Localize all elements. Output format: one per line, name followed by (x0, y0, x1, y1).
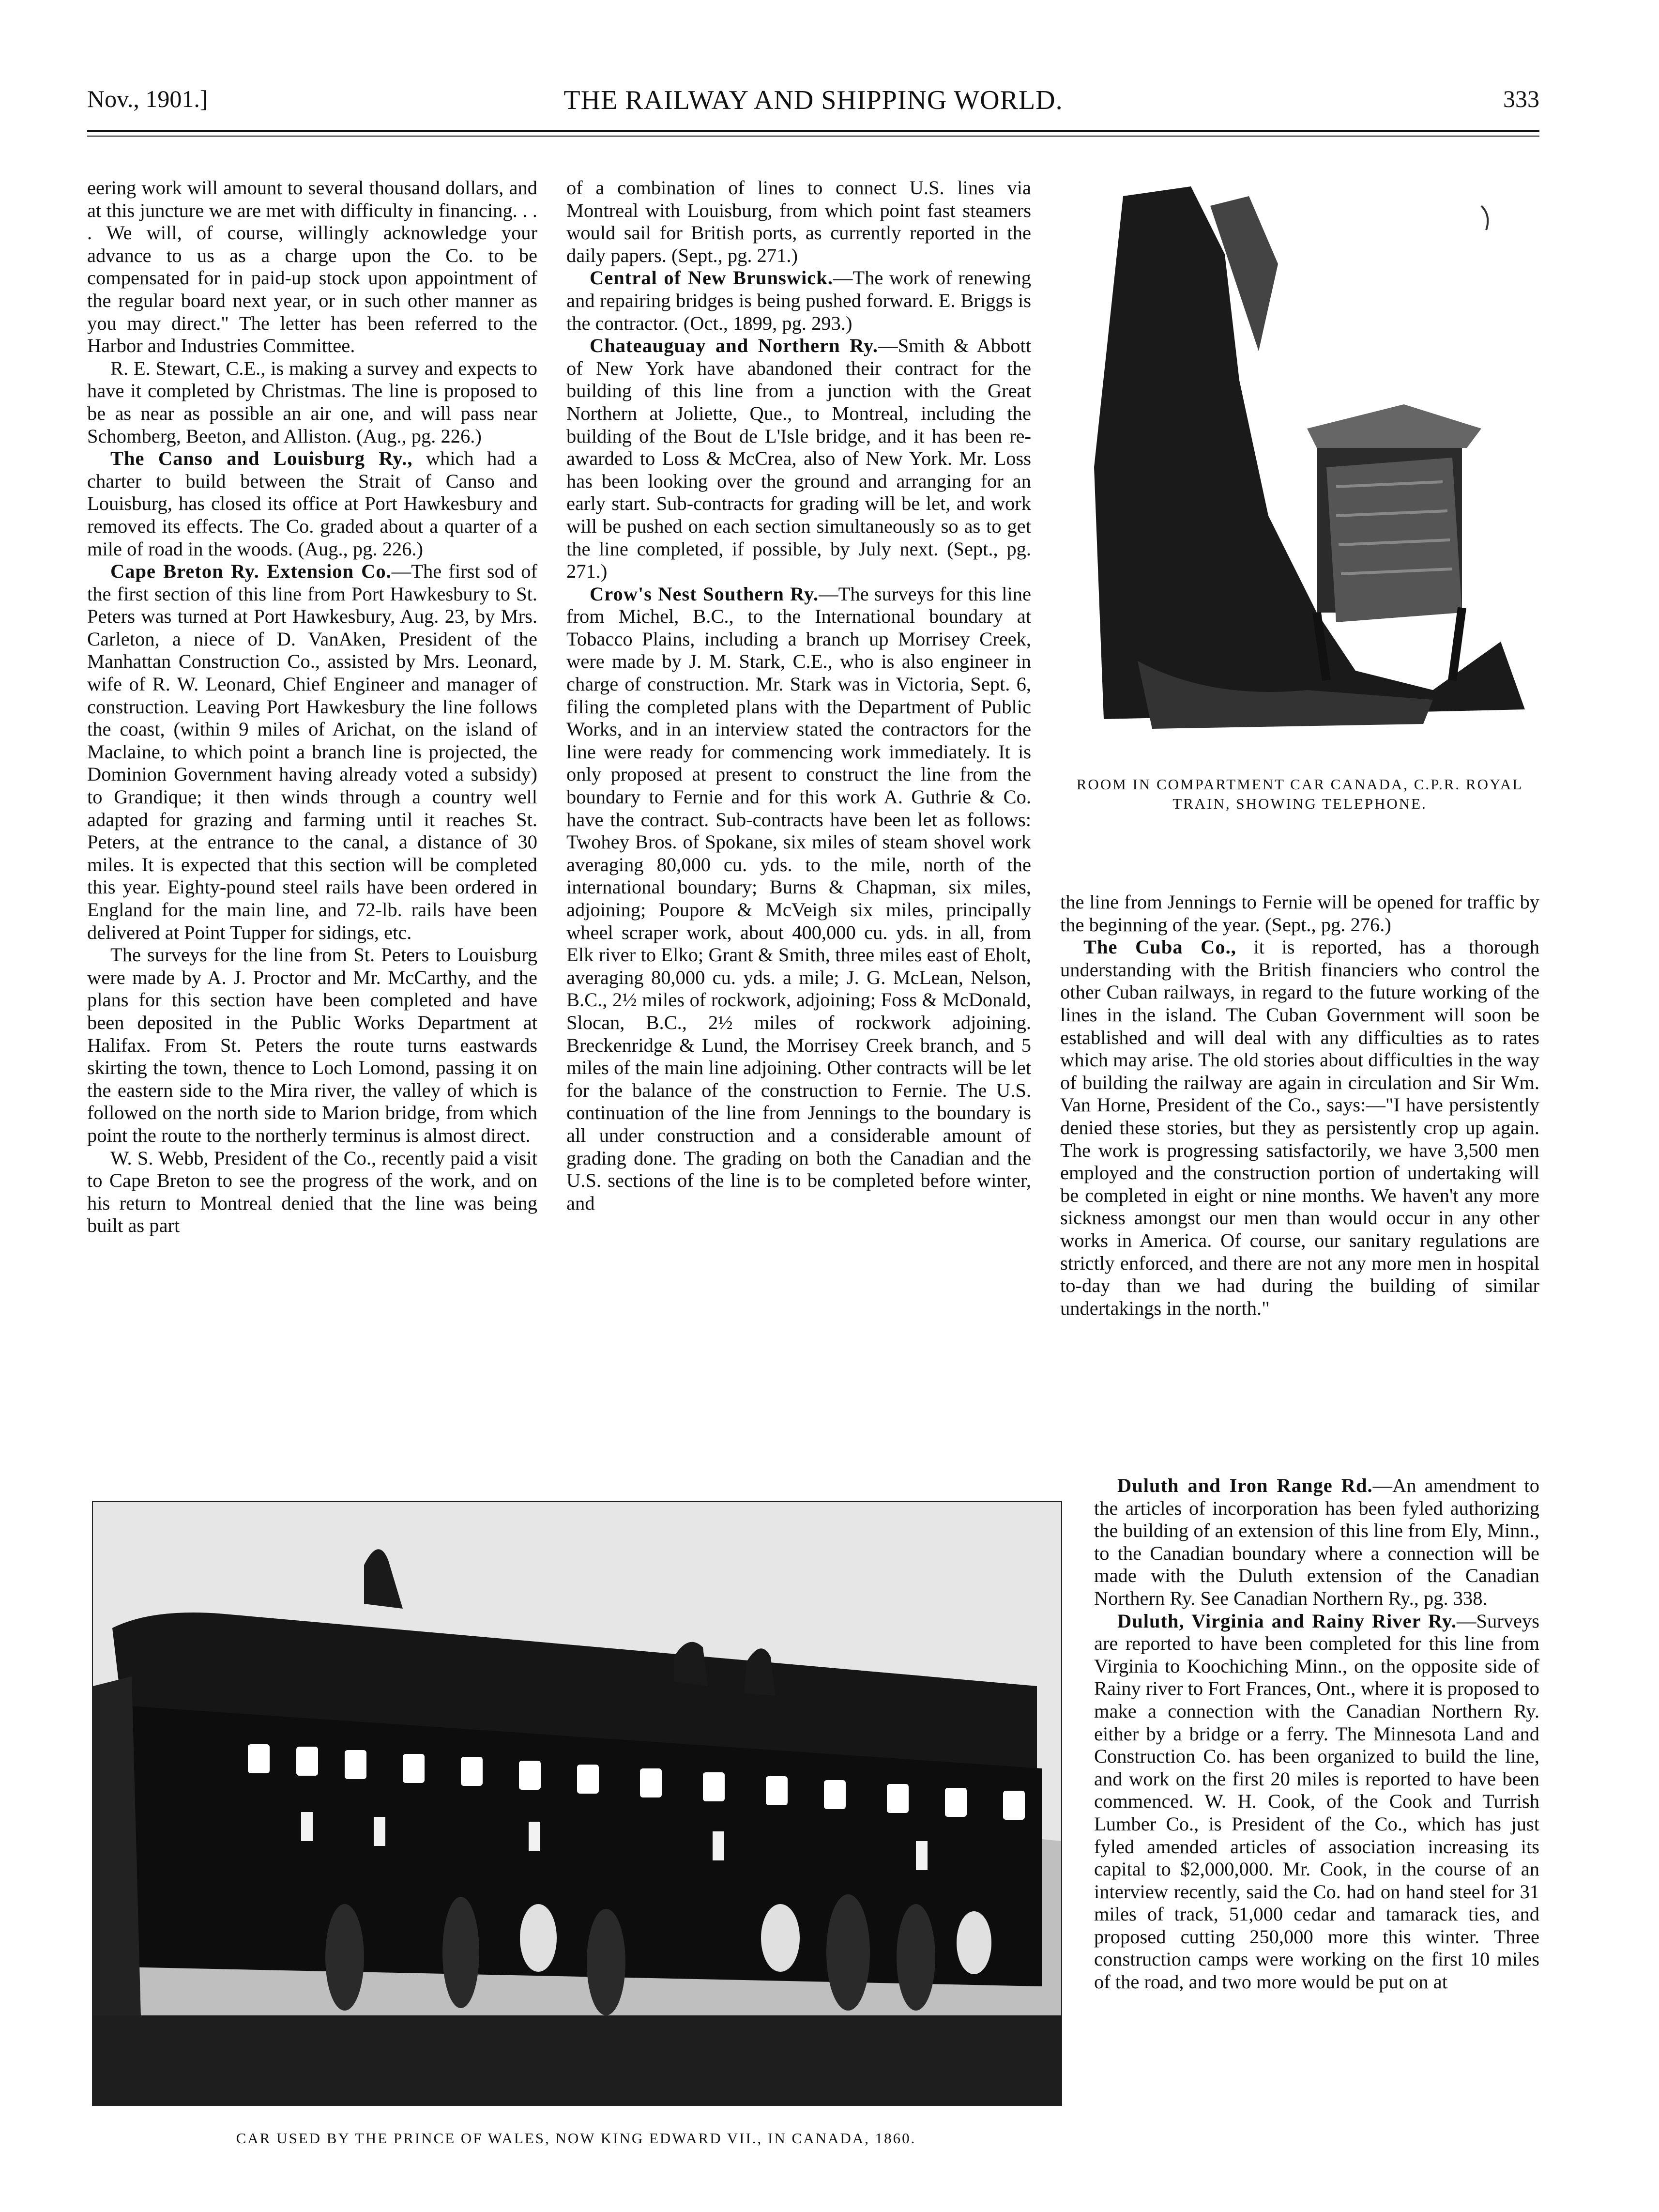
article-paragraph (87, 447, 537, 560)
article-text: R. E. Stewart, C.E., is making a survey and expects to have it completed by Christmas. The line is proposed to be as near as possible an air one, and will pass near Schomberg, Beeton, and Alliston. (Aug., pg. 226.) (87, 357, 537, 447)
article-paragraph (566, 583, 1031, 1215)
article-heading: Duluth, Virginia and Rainy River Ry. (1117, 1610, 1457, 1632)
article-text: —An amendment to the articles of incorporation has been fyled authorizing the building of an extension of this line from Ely, Minn., to the Canadian boundary where a connection will be made with the Duluth extension of the Canadian Northern Ry. See Canadian Northern Ry., pg. 338. (1094, 1475, 1539, 1609)
article-heading: The Canso and Louisburg Ry., (110, 447, 413, 470)
article-paragraph (87, 177, 537, 357)
article-paragraph (1094, 1475, 1539, 1610)
article-text: —The work of renewing and repairing bridges is being pushed forward. E. Briggs is the contractor. (Oct., 1899, pg. 293.) (566, 267, 1031, 334)
article-paragraph (1060, 891, 1539, 936)
article-heading: Duluth and Iron Range Rd. (1117, 1475, 1373, 1496)
caption-top-photo: ROOM IN COMPARTMENT CAR CANADA, C.P.R. ROYAL TRAIN, SHOWING TELEPHONE. (1076, 776, 1523, 812)
article-text: —Surveys are reported to have been completed for this line from Virginia to Koochiching Minn., on the opposite side of Rainy river to Fort Frances, Ont., where it is proposed to make a connection with the Canadian Northern Ry. either by a bridge or a ferry. The Minnesota Land and Construction Co. has been organized to build the line, and work on the first 20 miles is reported to have been commenced. W. H. Cook, of the Cook and Turrish Lumber Co., is President of the Co., which has just fyled amended articles of association increasing its capital to $2,000,000. Mr. Cook, in the course of an interview recently, said the Co. had on hand steel for 31 miles of track, 51,000 cedar and tamarack ties, and proposed cutting 250,000 more this winter. Three construction camps were working on the first 10 miles of the road, and two more would be put on at (1094, 1610, 1539, 1993)
photo-royal-car (92, 1501, 1062, 2106)
article-paragraph (87, 944, 537, 1147)
header-rule-thin (87, 136, 1539, 137)
article-text: —The surveys for this line from Michel, B.C., to the International boundary at Tobacco Plains, including a branch up Morrisey Creek, were made by J. M. Stark, C.E., who is also engineer in charge of construction. Mr. Stark was in Victoria, Sept. 6, filing the completed plans with the Department of Public Works, and in an interview stated the contractors for the line were ready for commencing work immediately. It is only proposed at present to construct the line from the boundary to Fernie and for this work A. Guthrie & Co. have the contract. Sub-contracts have been let as follows: Twohey Bros. of Spokane, six miles of steam shovel work averaging 80,000 cu. yds. to the mile, north of the international boundary; Burns & Chapman, six miles, adjoining; Poupore & McVeigh six miles, principally wheel scraper work, about 400,000 cu. yds. in all, from Elk river to Elko; Grant & Smith, three miles east of Eholt, averaging 80,000 cu. yds. a mile; J. G. McLean, Nelson, B.C., 2½ miles of rockwork, adjoining; Foss & McDonald, Slocan, B.C., 2½ miles of rockwork adjoining. Breckenridge & Lund, the Morrisey Creek branch, and 5 miles of the main line adjoining. Other contracts will be let for the balance of the construction to Fernie. The U.S. continuation of the line from Jennings to the boundary is all under construction and a considerable amount of grading done. The grading on both the Canadian and the U.S. sections of the line is to be completed before winter, and (566, 583, 1031, 1214)
issue-date: Nov., 1901.] (87, 85, 208, 112)
article-text: —Smith & Abbott of New York have abandoned their contract for the building of this line from a junction with the Great Northern at Joliette, Que., to Montreal, including the building of the Bout de L'Isle bridge, and it has been re-awarded to Loss & McCrea, also of New York. Mr. Loss has been looking over the ground and arranging for an early start. Sub-contracts for grading will be let, and work will be pushed on each section simultaneously so as to get the line completed, if possible, by July next. (Sept., pg. 271.) (566, 335, 1031, 583)
journal-title: THE RAILWAY AND SHIPPING WORLD. (563, 85, 1063, 115)
column-left (87, 177, 537, 1237)
article-text: —The first sod of the first section of this line from Port Hawkesbury to St. Peters was turned at Port Hawkesbury, Aug. 23, by Mrs. Carleton, a niece of D. VanAken, President of the Manhattan Construction Co., assisted by Mrs. Leonard, wife of R. W. Leonard, Chief Engineer and manager of construction. Leaving Port Hawkesbury the line follows the coast, (within 9 miles of Arichat, on the island of Maclaine, to which point a branch line is projected, the Dominion Government having already voted a subsidy) to Grandique; it then winds through a country well adapted for grazing and farming until it reaches St. Peters, at the entrance to the canal, a distance of 30 miles. It is expected that this section will be completed this year. Eighty-pound steel rails have been ordered in England for the main line, and 72-lb. rails have been delivered at Point Tupper for sidings, etc. (87, 560, 538, 943)
article-paragraph (566, 177, 1031, 267)
article-paragraph (566, 267, 1031, 335)
article-paragraph (87, 1147, 537, 1237)
header-rule (87, 130, 1539, 132)
article-paragraph (1060, 936, 1539, 1320)
article-text: eering work will amount to several thousand dollars, and at this juncture we are met with difficulty in financing. . . . We will, of course, willingly acknowledge your advance to us as a charge upon the Co. to be compensated for in paid-up stock upon appointment of the regular board next year, or in such other manner as you may direct." The letter has been referred to the Harbor and Industries Committee. (87, 177, 537, 357)
article-paragraph (566, 335, 1031, 583)
article-text: W. S. Webb, President of the Co., recently paid a visit to Cape Breton to see the progress of the work, and on his return to Montreal denied that the line was being built as part (87, 1147, 537, 1237)
article-paragraph (1094, 1610, 1539, 1994)
article-heading: Crow's Nest Southern Ry. (590, 583, 819, 605)
page-number: 333 (1503, 85, 1539, 112)
article-paragraph (87, 560, 537, 944)
article-heading: Chateauguay and Northern Ry. (590, 335, 879, 357)
article-text: of a combination of lines to connect U.S. lines via Montreal with Louisburg, from which point fast steamers would sail for British ports, as currently reported in the daily papers. (Sept., pg. 271.) (566, 177, 1031, 266)
column-right-lower (1094, 1475, 1539, 1994)
column-middle (566, 177, 1031, 1214)
photo-compartment-room (1065, 177, 1535, 758)
article-paragraph (87, 357, 537, 447)
article-text: which had a charter to build between the Strait of Canso and Louisburg, has closed its office at Port Hawkesbury and removed its effects. The Co. graded about a quarter of a mile of road in the woods. (Aug., pg. 226.) (87, 447, 537, 560)
article-heading: The Cuba Co., (1083, 936, 1236, 958)
article-heading: Cape Breton Ry. Extension Co. (110, 560, 392, 583)
article-heading: Central of New Brunswick. (590, 267, 833, 289)
article-text: the line from Jennings to Fernie will be opened for traffic by the beginning of the year. (Sept., pg. 276.) (1060, 891, 1539, 936)
column-right-upper (1060, 891, 1539, 1320)
article-text: it is reported, has a thorough understanding with the British financiers who control the other Cuban railways, in regard to the future working of the lines in the island. The Cuban Government will soon be established and will deal with any difficulties as to rates which may arise. The old stories about difficulties in the way of building the railway are again in circulation and Sir Wm. Van Horne, President of the Co., says:—"I have persistently denied these stories, but they as persistently crop up again. The work is progressing satisfactorily, we have 3,500 men employed and the construction portion of undertaking will be completed in eight or nine months. We haven't any more sickness amongst our men than would occur in any other works in America. Of course, our sanitary regulations are strictly enforced, and there are not any more men in hospital to-day than we had during the building of similar undertakings in the north." (1060, 936, 1539, 1319)
caption-bottom-photo: CAR USED BY THE PRINCE OF WALES, NOW KING EDWARD VII., IN CANADA, 1860. (236, 2130, 916, 2147)
article-text: The surveys for the line from St. Peters to Louisburg were made by A. J. Proctor and Mr. McCarthy, and the plans for this section have been completed and have been deposited in the Public Works Department at Halifax. From St. Peters the route turns eastwards skirting the town, thence to Loch Lomond, passing it on the eastern side to the Mira river, the valley of which is followed on the north side to Marion bridge, from which point the route to the northerly terminus is almost direct. (87, 944, 537, 1146)
